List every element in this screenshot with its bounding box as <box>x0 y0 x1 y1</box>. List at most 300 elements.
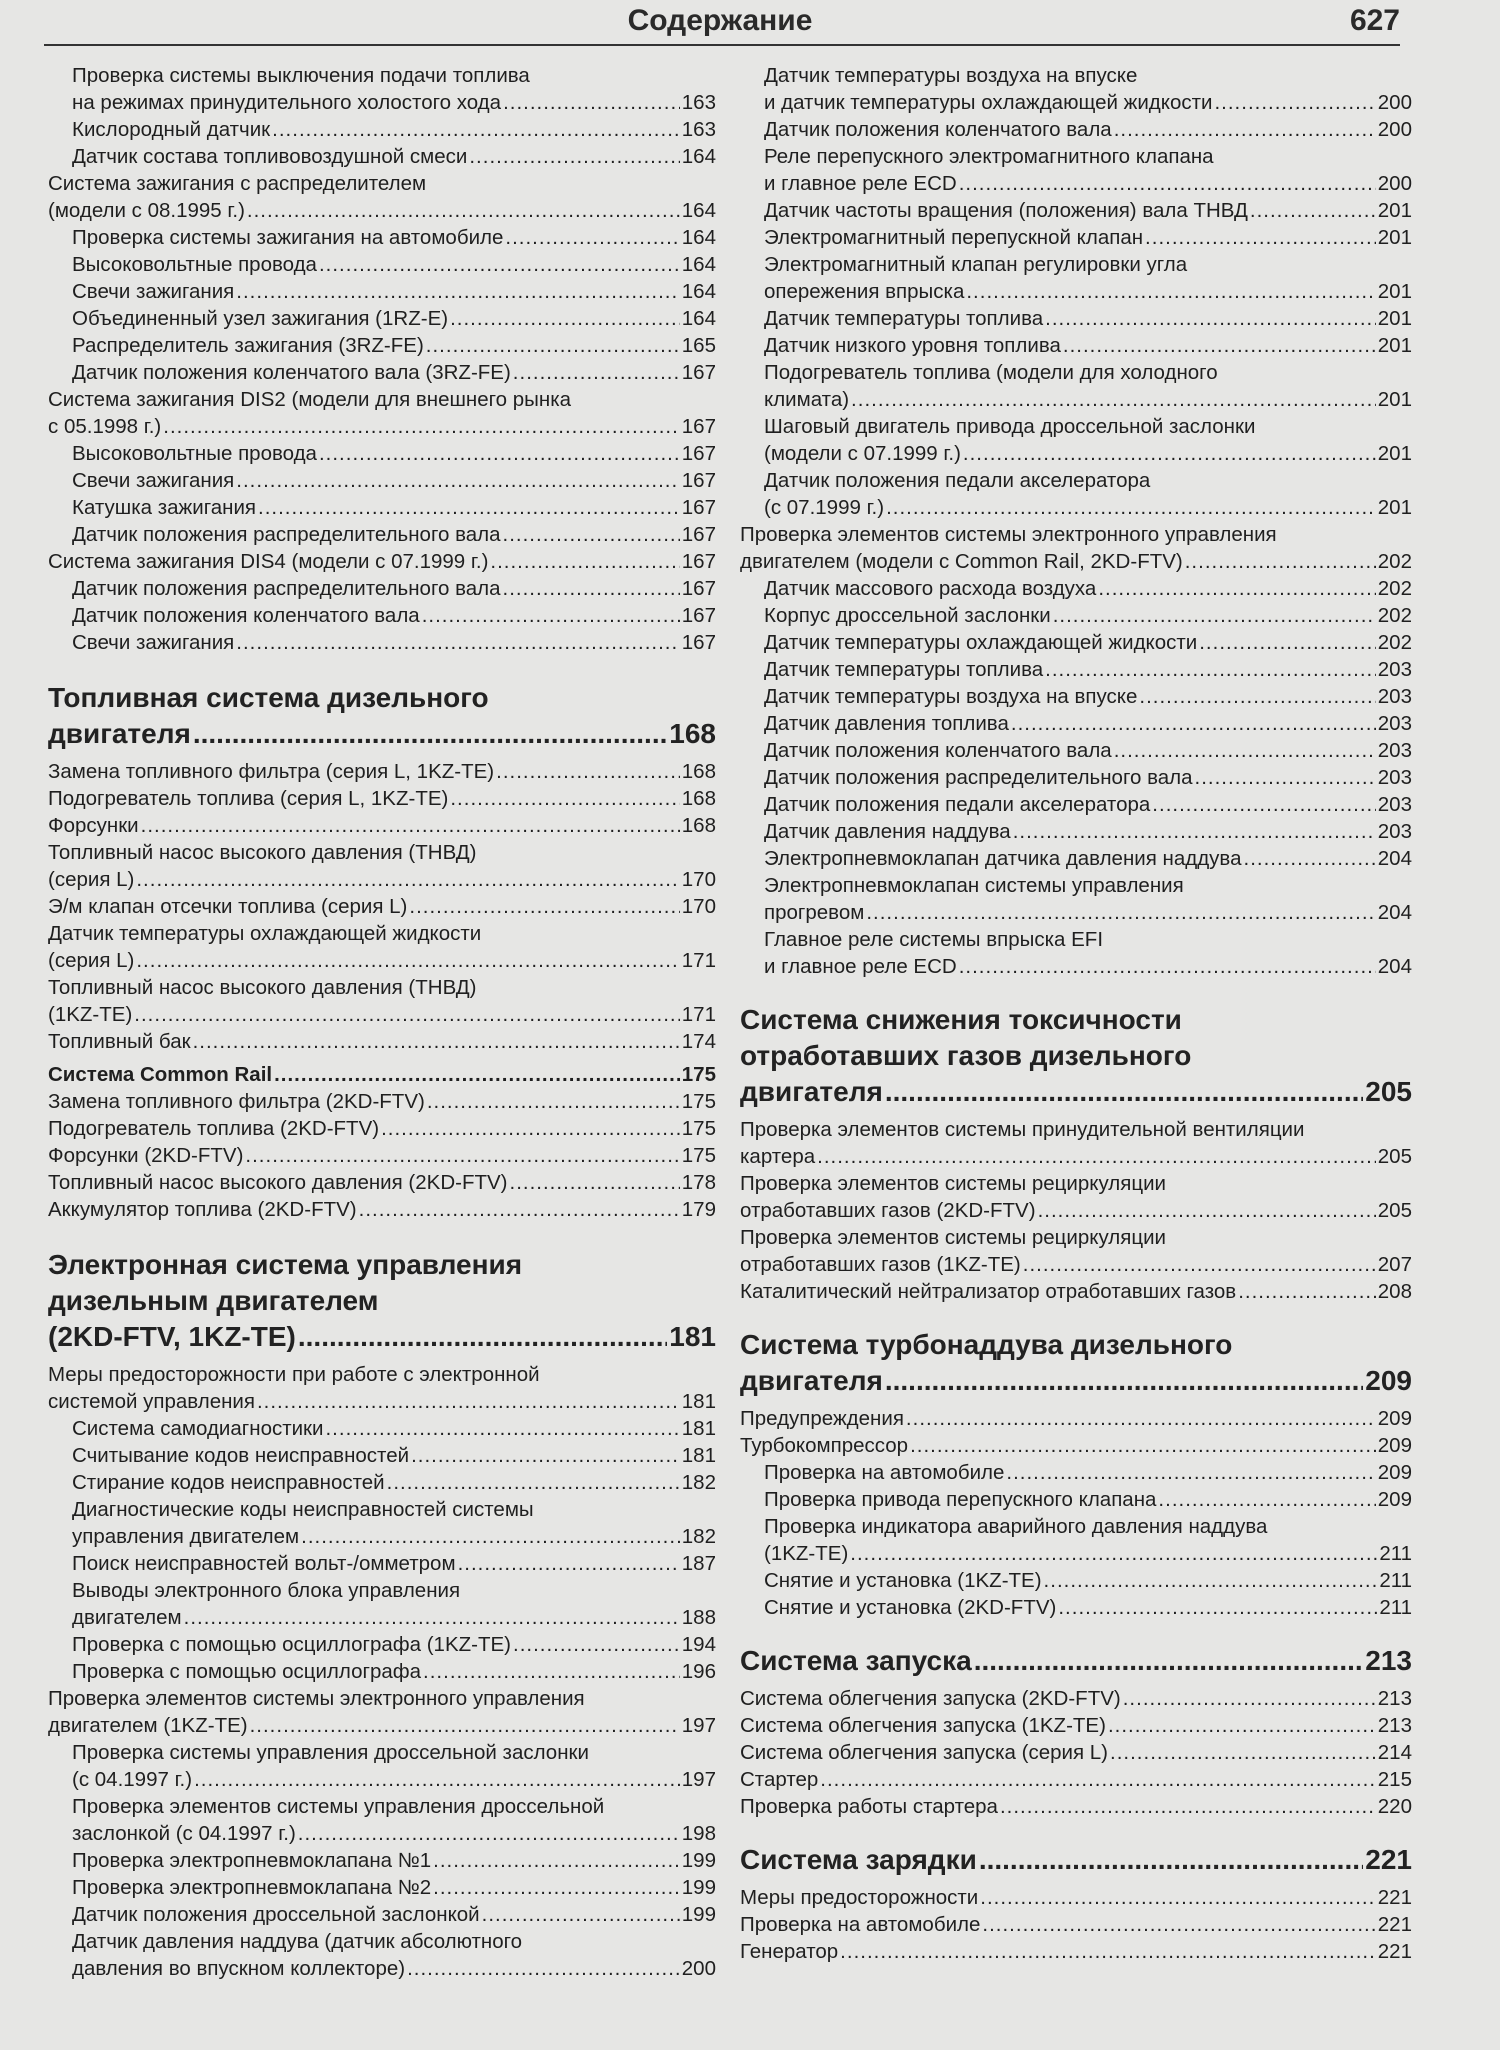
entry-title-text: (1KZ-TE) <box>48 1003 133 1026</box>
dot-leader <box>422 602 680 629</box>
toc-entry <box>764 1486 1412 1513</box>
entry-title-text: Датчик состава топливовоздушной смеси <box>72 145 468 168</box>
dot-leader <box>245 1142 679 1169</box>
entry-title-text: Снятие и установка (2KD-FTV) <box>764 1596 1057 1619</box>
dot-leader <box>236 278 680 305</box>
entry-page-number: 196 <box>681 1660 716 1683</box>
toc-entry-line <box>72 1469 716 1496</box>
entry-title-text: Подогреватель топлива (2KD-FTV) <box>48 1117 380 1140</box>
toc-entry <box>740 1224 1412 1278</box>
entry-title-text: Реле перепускного электромагнитного клапана <box>764 145 1214 168</box>
entry-title-text: Подогреватель топлива (модели для холодного <box>764 361 1218 384</box>
entry-title-text: Топливный бак <box>48 1030 191 1053</box>
toc-entry-line <box>72 1901 716 1928</box>
dot-leader <box>503 521 680 548</box>
entry-title-text: Форсунки (2KD-FTV) <box>48 1144 244 1167</box>
entry-title-text: Электромагнитный клапан регулировки угла <box>764 253 1188 276</box>
entry-title-text: Катушка зажигания <box>72 496 256 519</box>
entry-page-number: 171 <box>681 1003 716 1026</box>
toc-entry-line <box>48 716 716 752</box>
entry-title-text: Система облегчения запуска (серия L) <box>740 1741 1109 1764</box>
toc-entry <box>764 629 1412 656</box>
entry-title-text: двигателем (модели с Common Rail, 2KD-FTV) <box>740 550 1183 573</box>
entry-title-text: Проверка с помощью осциллографа (1KZ-TE) <box>72 1633 511 1656</box>
entry-title-text: Высоковольтные провода <box>72 442 317 465</box>
dot-leader <box>1114 116 1376 143</box>
entry-page-number: 204 <box>1377 955 1412 978</box>
toc-entry-line <box>72 440 716 467</box>
toc-entry-line <box>764 467 1412 494</box>
spacer <box>740 1820 1412 1842</box>
toc-entry-line <box>72 1523 716 1550</box>
entry-page-number: 203 <box>1377 793 1412 816</box>
dot-leader <box>469 143 679 170</box>
entry-title-text: Диагностические коды неисправностей системы <box>72 1498 534 1521</box>
dot-leader <box>236 467 680 494</box>
toc-section-heading <box>740 1643 1412 1679</box>
dot-leader <box>381 1115 680 1142</box>
dot-leader <box>409 893 679 920</box>
entry-page-number: 181 <box>681 1390 716 1413</box>
dot-leader <box>433 1874 680 1901</box>
entry-page-number: 182 <box>681 1525 716 1548</box>
toc-entry <box>72 278 716 305</box>
dot-leader <box>1063 332 1376 359</box>
toc-entry-line <box>740 1685 1412 1712</box>
entry-title-text: Датчик температуры топлива <box>764 307 1044 330</box>
toc-entry <box>72 629 716 656</box>
toc-entry-line <box>72 602 716 629</box>
toc-entry-line <box>72 1577 716 1604</box>
entry-page-number: 208 <box>1377 1280 1412 1303</box>
entry-title-text: Датчик массового расхода воздуха <box>764 577 1097 600</box>
toc-entry <box>72 1442 716 1469</box>
toc-entry <box>72 305 716 332</box>
entry-page-number: 164 <box>681 253 716 276</box>
entry-page-number: 199 <box>681 1903 716 1926</box>
toc-entry-line <box>764 197 1412 224</box>
entry-page-number: 164 <box>681 280 716 303</box>
entry-title-text: Меры предосторожности при работе с электронной <box>48 1363 540 1386</box>
toc-entry-line <box>740 1002 1412 1038</box>
dot-leader <box>1139 683 1375 710</box>
toc-entry <box>740 1938 1412 1965</box>
entry-page-number: 204 <box>1377 901 1412 924</box>
toc-entry <box>740 1884 1412 1911</box>
toc-entry <box>72 1793 716 1847</box>
toc-entry-line <box>72 1550 716 1577</box>
entry-page-number: 221 <box>1377 1886 1412 1909</box>
toc-entry-line <box>740 1432 1412 1459</box>
entry-page-number: 201 <box>1377 226 1412 249</box>
entry-page-number: 167 <box>681 604 716 627</box>
dot-leader <box>980 1884 1376 1911</box>
entry-title-text: Датчик низкого уровня топлива <box>764 334 1061 357</box>
entry-page-number: 175 <box>681 1063 716 1086</box>
spacer <box>740 1305 1412 1327</box>
entry-page-number: 168 <box>681 814 716 837</box>
toc-entry <box>72 359 716 386</box>
entry-title-text: двигателем <box>72 1606 182 1629</box>
dot-leader <box>1114 737 1376 764</box>
section-title-text: Топливная система дизельного <box>48 682 489 713</box>
toc-entry-line <box>48 947 716 974</box>
entry-page-number: 200 <box>1377 172 1412 195</box>
entry-title-text: Датчик положения распределительного вала <box>764 766 1193 789</box>
toc-entry <box>48 1088 716 1115</box>
entry-page-number: 209 <box>1377 1461 1412 1484</box>
toc-entry-line <box>48 1061 716 1088</box>
dot-leader <box>1110 1739 1376 1766</box>
entry-page-number: 165 <box>681 334 716 357</box>
toc-entry-line <box>740 1197 1412 1224</box>
toc-entry <box>48 893 716 920</box>
dot-leader <box>513 359 680 386</box>
entry-page-number: 202 <box>1377 577 1412 600</box>
entry-title-text: Топливный насос высокого давления (ТНВД) <box>48 841 477 864</box>
entry-title-text: Считывание кодов неисправностей <box>72 1444 410 1467</box>
toc-entry-line <box>72 1442 716 1469</box>
entry-title-text: отработавших газов (1KZ-TE) <box>740 1253 1021 1276</box>
toc-entry <box>740 1739 1412 1766</box>
toc-entry-line <box>48 1247 716 1283</box>
entry-page-number: 203 <box>1377 658 1412 681</box>
entry-title-text: Проверка системы выключения подачи топлива <box>72 64 530 87</box>
toc-entry-line <box>764 872 1412 899</box>
dot-leader <box>1158 1486 1375 1513</box>
entry-page-number: 200 <box>1377 118 1412 141</box>
entry-page-number: 167 <box>681 550 716 573</box>
entry-title-text: Проверка работы стартера <box>740 1795 998 1818</box>
toc-entry <box>48 758 716 785</box>
entry-title-text: Проверка системы зажигания на автомобиле <box>72 226 504 249</box>
toc-entry <box>48 1169 716 1196</box>
toc-entry <box>764 764 1412 791</box>
dot-leader <box>1098 575 1375 602</box>
toc-entry-line <box>740 548 1412 575</box>
toc-entry <box>764 359 1412 413</box>
dot-leader <box>247 197 680 224</box>
dot-leader <box>427 1088 680 1115</box>
dot-leader <box>1045 656 1376 683</box>
toc-entry-line <box>764 1459 1412 1486</box>
toc-entry-line <box>764 170 1412 197</box>
toc-entry <box>764 872 1412 926</box>
dot-leader <box>851 386 1376 413</box>
dot-leader <box>906 1405 1376 1432</box>
entry-title-text: Проверка привода перепускного клапана <box>764 1488 1157 1511</box>
entry-page-number: 211 <box>1379 1542 1412 1565</box>
entry-title-text: Стартер <box>740 1768 819 1791</box>
toc-entry-line <box>764 1567 1412 1594</box>
toc-entry-line <box>764 764 1412 791</box>
entry-page-number: 175 <box>681 1117 716 1140</box>
entry-title-text: Корпус дроссельной заслонки <box>764 604 1051 627</box>
section-title-text: Система зарядки <box>740 1844 977 1875</box>
dot-leader <box>407 1955 680 1982</box>
entry-title-text: (с 04.1997 г.) <box>72 1768 193 1791</box>
toc-entry-line <box>48 1169 716 1196</box>
entry-title-text: Датчик температуры охлаждающей жидкости <box>48 922 482 945</box>
dot-leader <box>963 440 1376 467</box>
toc-entry-line <box>764 359 1412 386</box>
toc-entry-line <box>740 1793 1412 1820</box>
dot-leader <box>319 440 680 467</box>
entry-page-number: 167 <box>681 415 716 438</box>
toc-entry-line <box>740 1842 1412 1878</box>
dot-leader <box>257 1388 680 1415</box>
toc-entry <box>740 1116 1412 1170</box>
entry-page-number: 201 <box>1377 280 1412 303</box>
dot-leader <box>387 1469 680 1496</box>
dot-leader <box>1058 1594 1377 1621</box>
toc-entry-line <box>48 1361 716 1388</box>
entry-title-text: Система зажигания с распределителем <box>48 172 427 195</box>
entry-title-text: и главное реле ECD <box>764 955 957 978</box>
toc-entry-line <box>764 683 1412 710</box>
toc-entry-line <box>764 926 1412 953</box>
toc-entry <box>48 839 716 893</box>
dot-leader <box>236 629 680 656</box>
entry-page-number: 181 <box>681 1444 716 1467</box>
entry-page-number: 179 <box>681 1198 716 1221</box>
toc-entry-line <box>72 89 716 116</box>
entry-title-text: (модели с 08.1995 г.) <box>48 199 245 222</box>
toc-entry-line <box>764 629 1412 656</box>
entry-title-text: Проверка с помощью осциллографа <box>72 1660 422 1683</box>
entry-title-text: опережения впрыска <box>764 280 965 303</box>
toc-entry-line <box>740 1038 1412 1074</box>
toc-entry-line <box>72 224 716 251</box>
dot-leader <box>136 866 679 893</box>
entry-title-text: Проверка индикатора аварийного давления наддува <box>764 1515 1268 1538</box>
toc-entry <box>72 116 716 143</box>
entry-title-text: Проверка элементов системы электронного управления <box>740 523 1277 546</box>
dot-leader <box>359 1196 680 1223</box>
toc-entry <box>48 170 716 224</box>
section-title-text: Система снижения токсичности <box>740 1004 1182 1035</box>
entry-page-number: 214 <box>1377 1741 1412 1764</box>
toc-entry <box>740 1712 1412 1739</box>
toc-entry-line <box>764 710 1412 737</box>
toc-entry <box>48 386 716 440</box>
toc-entry-line <box>48 680 716 716</box>
entry-title-text: Датчик положения коленчатого вала <box>72 604 420 627</box>
entry-title-text: (серия L) <box>48 949 135 972</box>
toc-entry <box>740 1432 1412 1459</box>
toc-entry-line <box>72 251 716 278</box>
entry-page-number: 198 <box>681 1822 716 1845</box>
dot-leader <box>840 1938 1376 1965</box>
toc-entry-line <box>72 1766 716 1793</box>
dot-leader <box>959 170 1376 197</box>
toc-entry-line <box>764 440 1412 467</box>
entry-title-text: системой управления <box>48 1390 255 1413</box>
entry-page-number: 167 <box>681 361 716 384</box>
toc-entry-line <box>72 494 716 521</box>
entry-page-number: 164 <box>681 307 716 330</box>
entry-title-text: Датчик давления наддува <box>764 820 1011 843</box>
entry-title-text: Проверка элементов системы рециркуляции <box>740 1172 1166 1195</box>
toc-entry-line <box>740 1327 1412 1363</box>
entry-title-text: отработавших газов (2KD-FTV) <box>740 1199 1036 1222</box>
entry-title-text: Высоковольтные провода <box>72 253 317 276</box>
toc-entry <box>764 305 1412 332</box>
toc-entry-line <box>48 1088 716 1115</box>
toc-entry <box>72 1469 716 1496</box>
entry-title-text: Аккумулятор топлива (2KD-FTV) <box>48 1198 357 1221</box>
dot-leader <box>503 575 680 602</box>
dot-leader <box>1006 1459 1375 1486</box>
entry-title-text: Система зажигания DIS2 (модели для внешнего рынка <box>48 388 572 411</box>
dot-leader <box>982 1911 1375 1938</box>
toc-entry-line <box>48 386 716 413</box>
toc-entry-line <box>764 62 1412 89</box>
toc-entry <box>740 1793 1412 1820</box>
dot-leader <box>510 1169 680 1196</box>
toc-entry-line <box>764 386 1412 413</box>
toc-entry <box>72 62 716 116</box>
entry-title-text: Кислородный датчик <box>72 118 271 141</box>
entry-title-text: Датчик частоты вращения (положения) вала ТНВД <box>764 199 1248 222</box>
toc-entry <box>72 467 716 494</box>
toc-entry <box>72 494 716 521</box>
dot-leader <box>1214 89 1375 116</box>
entry-title-text: двигателем (1KZ-TE) <box>48 1714 248 1737</box>
dot-leader <box>959 953 1376 980</box>
toc-entry <box>764 467 1412 521</box>
entry-title-text: управления двигателем <box>72 1525 300 1548</box>
entry-page-number: 211 <box>1379 1596 1412 1619</box>
spacer <box>740 980 1412 1002</box>
toc-entry <box>72 1658 716 1685</box>
toc-section-heading <box>740 1002 1412 1110</box>
toc-entry <box>740 1278 1412 1305</box>
dot-leader <box>503 89 680 116</box>
dot-leader <box>184 1604 680 1631</box>
entry-page-number: 215 <box>1377 1768 1412 1791</box>
entry-page-number: 205 <box>1365 1076 1412 1107</box>
dot-leader <box>1053 602 1376 629</box>
entry-page-number: 187 <box>681 1552 716 1575</box>
entry-title-text: Генератор <box>740 1940 839 1963</box>
entry-title-text: Датчик температуры охлаждающей жидкости <box>764 631 1198 654</box>
entry-title-text: Система самодиагностики <box>72 1417 324 1440</box>
entry-page-number: 194 <box>681 1633 716 1656</box>
dot-leader <box>250 1712 680 1739</box>
toc-entry-line <box>48 1142 716 1169</box>
toc-entry <box>764 683 1412 710</box>
toc-entry <box>48 1115 716 1142</box>
toc-entry-line <box>48 974 716 1001</box>
toc-entry-line <box>48 1001 716 1028</box>
toc-entry <box>72 521 716 548</box>
spacer <box>740 1621 1412 1643</box>
toc-entry <box>764 818 1412 845</box>
entry-title-text: Поиск неисправностей вольт-/омметром <box>72 1552 456 1575</box>
entry-title-text: Снятие и установка (1KZ-TE) <box>764 1569 1042 1592</box>
toc-entry <box>72 1577 716 1631</box>
entry-title-text: Распределитель зажигания (3RZ-FE) <box>72 334 424 357</box>
section-title-text: двигателя <box>48 718 191 749</box>
toc-entry <box>764 251 1412 305</box>
entry-page-number: 175 <box>681 1090 716 1113</box>
entry-page-number: 201 <box>1377 496 1412 519</box>
entry-title-text: Топливный насос высокого давления (ТНВД) <box>48 976 477 999</box>
toc-entry <box>764 1459 1412 1486</box>
toc-entry <box>740 1766 1412 1793</box>
dot-leader <box>866 899 1375 926</box>
toc-entry-line <box>764 332 1412 359</box>
entry-title-text: Датчик давления топлива <box>764 712 1009 735</box>
entry-page-number: 221 <box>1377 1940 1412 1963</box>
dot-leader <box>885 1074 1363 1110</box>
toc-entry-line <box>764 1594 1412 1621</box>
toc-entry-line <box>72 1496 716 1523</box>
section-title-text: дизельным двигателем <box>48 1285 379 1316</box>
toc-entry <box>48 548 716 575</box>
entry-title-text: Каталитический нейтрализатор отработавших газов <box>740 1280 1237 1303</box>
entry-page-number: 167 <box>681 496 716 519</box>
toc-section-heading <box>740 1327 1412 1399</box>
toc-entry-line <box>72 1928 716 1955</box>
toc-entry-line <box>72 1955 716 1982</box>
toc-entry-line <box>72 1631 716 1658</box>
entry-title-text: Проверка элементов системы принудительной вентиляции <box>740 1118 1305 1141</box>
entry-page-number: 197 <box>681 1714 716 1737</box>
section-title-text: (2KD-FTV, 1KZ-TE) <box>48 1321 296 1352</box>
section-title-text: отработавших газов дизельного <box>740 1040 1192 1071</box>
entry-page-number: 205 <box>1377 1199 1412 1222</box>
entry-title-text: Проверка элементов системы рециркуляции <box>740 1226 1166 1249</box>
toc-entry-line <box>48 758 716 785</box>
entry-title-text: (с 07.1999 г.) <box>764 496 885 519</box>
toc-entry-line <box>764 224 1412 251</box>
toc-entry <box>72 332 716 359</box>
entry-page-number: 205 <box>1377 1145 1412 1168</box>
toc-entry <box>72 575 716 602</box>
toc-entry-line <box>48 866 716 893</box>
entry-title-text: Система облегчения запуска (1KZ-TE) <box>740 1714 1106 1737</box>
entry-title-text: Датчик температуры топлива <box>764 658 1044 681</box>
entry-page-number: 181 <box>681 1417 716 1440</box>
dot-leader <box>458 1550 680 1577</box>
entry-page-number: 213 <box>1377 1714 1412 1737</box>
entry-page-number: 201 <box>1377 388 1412 411</box>
entry-title-text: Проверка на автомобиле <box>740 1913 981 1936</box>
entry-page-number: 203 <box>1377 685 1412 708</box>
entry-title-text: с 05.1998 г.) <box>48 415 162 438</box>
dot-leader <box>298 1319 667 1355</box>
entry-title-text: и датчик температуры охлаждающей жидкости <box>764 91 1213 114</box>
dot-leader <box>1044 1567 1378 1594</box>
dot-leader <box>1145 224 1376 251</box>
entry-page-number: 221 <box>1365 1844 1412 1875</box>
entry-title-text: Главное реле системы впрыска EFI <box>764 928 1104 951</box>
entry-page-number: 167 <box>681 442 716 465</box>
spacer <box>48 656 716 680</box>
entry-page-number: 207 <box>1377 1253 1412 1276</box>
dot-leader <box>966 278 1375 305</box>
toc-entry-line <box>72 521 716 548</box>
toc-entry-line <box>48 1283 716 1319</box>
entry-title-text: картера <box>740 1145 816 1168</box>
entry-page-number: 204 <box>1377 847 1412 870</box>
toc-entry-line <box>764 89 1412 116</box>
entry-page-number: 199 <box>681 1849 716 1872</box>
entry-page-number: 203 <box>1377 820 1412 843</box>
dot-leader <box>490 548 679 575</box>
